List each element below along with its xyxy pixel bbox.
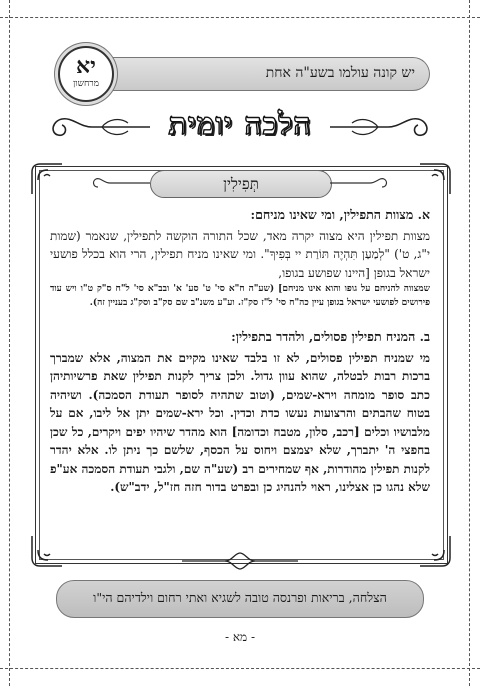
cut-line-left: [9, 0, 10, 686]
cut-line-right: [469, 0, 470, 686]
page-number: - מא -: [224, 630, 256, 644]
date-month: מרחשון: [72, 79, 100, 89]
paragraph-heading: א. מצוות התפילין, ומי שאינו מניחם:: [250, 207, 430, 222]
corner-ornament: [418, 534, 454, 570]
dedication-banner: [56, 580, 424, 618]
paragraph-text: מי שמניח תפילין פסולים, לא זו בלבד שאינו מקיים את המצוה, אלא שמברך ברכות רבות לבטלה, שהוא עוון גדול. ולכן צריך לקנות תפילין שאת פרשיותיהן כתב סופר מומחה וירא-שמים, (וטוב שתהיה לסופר תעודת הסמכה). ושיהיה בטוח שהבתים והרצועות נעשו כדת וכדין. וכל ירא-שמים יתן אל ליבו, אם על מלבושיו וכלים [רכב, סלון, מטבח וכדומה] הוא מהדר שיהיו יפים ויקרים, כל שכן בחפצי ה' יתברך, שלא יצמצם ויחוס על הכסף, שלשם כך ניתן לו. אלא יהדר לקנות תפילין מהודרות, אף שמחירים רב (שע"ה שם, ולגבי תעודת הסמכה אע"פ שלא נהגו כן אצלינו, ראוי להנהיג כן ובפרט בדור חזה חז"ל, ידב"ש).: [50, 350, 430, 494]
cut-line-bottom: [0, 668, 480, 669]
banner-text: יש קונה עולמו בשע"ה אחת: [265, 65, 415, 81]
swirl-ornament-right: [328, 113, 438, 141]
header-banner: [71, 57, 430, 91]
tag-ornament-right: [330, 175, 390, 191]
halacha-content: [50, 206, 430, 497]
cut-line-top: [0, 17, 480, 18]
title-row: [40, 107, 440, 147]
section-tag: תְּפִילִין: [150, 170, 332, 198]
corner-ornament: [28, 534, 64, 570]
paragraph-text: מצוות תפילין היא מצוה יקרה מאד, שכל התורה הוקשה לתפילין, שנאמר (שמות י"ג, ט') "לְמַעַן תִּהְיֶה תּוֹרַת יי בְּפִיךָ". ומי שאינו מניח תפילין, הרי הוא בכלל פושעי ישראל בגופן [היינו שפושע בגופו,: [50, 228, 430, 280]
corner-ornament: [418, 160, 454, 196]
dedication-text: הצלחה, בריאות ופרנסה טובה לשגיא ואתי רחום וילדיהם הי"ו: [93, 590, 387, 605]
date-day: יא: [76, 53, 96, 79]
date-badge: [58, 46, 114, 102]
paragraph-source: שמצווה להניחם על גופו והוא אינו מניחם] (שע"ה ח"א סי' ט' סע' א' ובב"א סי' ל"ח ס"ק ט"ו ויש עוד פירושים לפושעי ישראל בגופן עיין כה"ח סי' ל"ז סק"ז. וע"ע משנ"ב שם סק"ב וסק"ג בעניין זה).: [50, 284, 430, 308]
page-title: הלכה יומית: [168, 107, 312, 142]
paragraph-heading: ב. המניח תפילין פסולים, ולהדר בתפילין:: [231, 329, 430, 344]
bottom-ornament: [180, 548, 300, 574]
corner-ornament: [28, 160, 64, 196]
tag-ornament-left: [90, 175, 150, 191]
